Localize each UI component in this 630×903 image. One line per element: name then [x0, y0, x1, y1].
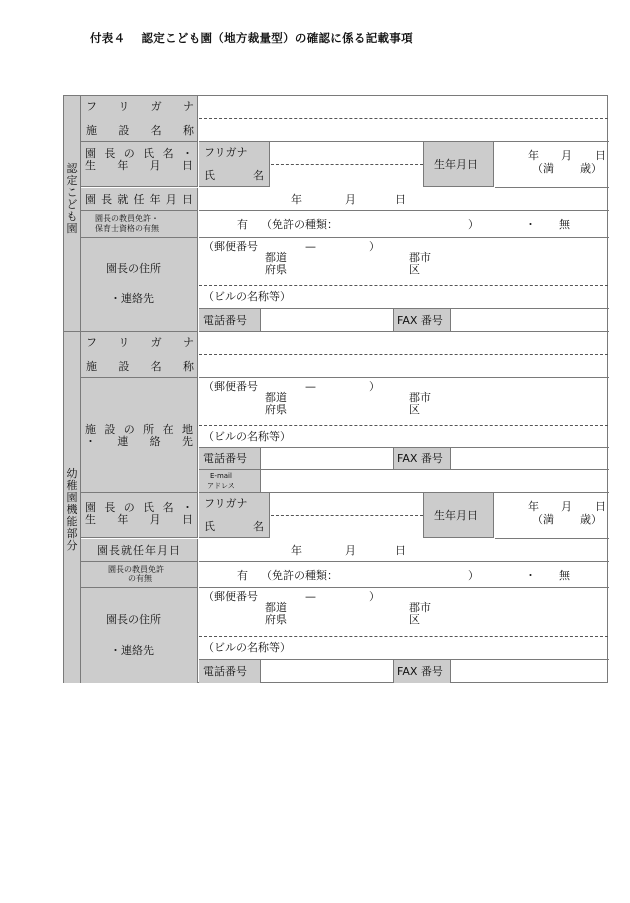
s1-facility-name-input[interactable]: [199, 119, 608, 141]
s2-phone-label: 電話番号: [203, 452, 247, 465]
s1-license-input[interactable]: 有 （免許の種類： ） ・ 無: [237, 218, 570, 231]
form-table: [63, 95, 608, 683]
s2-address-label-line1: 園長の住所: [106, 613, 161, 626]
s1-appointment-input[interactable]: 年 月 日: [291, 193, 406, 206]
s1-phone-label: 電話番号: [203, 314, 247, 327]
s1-building-input[interactable]: （ビルの名称等）: [203, 290, 291, 303]
s1-name-sub: 氏 名: [204, 169, 264, 182]
s2-birthdate-input[interactable]: 年 月 日 （満 歳）: [528, 500, 606, 526]
s2-director-fax-label: FAX 番号: [397, 665, 443, 678]
s2-director-phone-label: 電話番号: [203, 665, 247, 678]
s2-director-name-input[interactable]: [271, 516, 423, 538]
s2-furigana-input[interactable]: [199, 332, 608, 354]
s1-license-label-line2: 保育士資格の有無: [95, 224, 159, 233]
s2-director-fax-input[interactable]: [452, 660, 608, 683]
s2-facility-name-input[interactable]: [199, 355, 608, 377]
s2-email-label-line2: アドレス: [207, 482, 235, 490]
s1-address-label-line2: ・連絡先: [110, 292, 154, 305]
s1-furigana-input[interactable]: [199, 96, 608, 118]
s1-appointment-label: 園 長 就 任 年 月 日: [85, 193, 193, 206]
s2-director-phone-input[interactable]: [262, 660, 393, 683]
s2-email-label-line1: E-mail: [210, 472, 232, 480]
s2-birthdate-label: 生年月日: [434, 509, 478, 522]
s1-furigana-sub: フリガナ: [204, 146, 248, 159]
s2-appointment-input[interactable]: 年 月 日: [291, 544, 406, 557]
s1-phone-input[interactable]: [262, 309, 393, 331]
s1-address-label-line1: 園長の住所: [106, 262, 161, 275]
s2-email-input[interactable]: [262, 470, 608, 492]
s1-facility-name-label: 施 設 名 称: [86, 124, 194, 137]
page-title: 付表４ 認定こども園（地方裁量型）の確認に係る記載事項: [90, 31, 413, 45]
s1-license-label-line1: 園長の教員免許・: [95, 214, 159, 223]
s1-furigana-label: フ リ ガ ナ: [86, 100, 194, 113]
s1-postal-address-input[interactable]: （郵便番号 — ） 都道 府県 郡市 区: [203, 240, 431, 276]
s2-location-label-line2: ・ 連 絡 先: [85, 435, 193, 448]
s2-facility-name-label: 施 設 名 称: [86, 360, 194, 373]
s2-building-input[interactable]: （ビルの名称等）: [203, 430, 291, 443]
s2-fax-label: FAX 番号: [397, 452, 443, 465]
s2-director-label-line2: 生 年 月 日: [85, 513, 193, 526]
section2-side-label: 幼稚園機能部分: [66, 467, 78, 552]
s1-birthdate-label: 生年月日: [434, 158, 478, 171]
s2-license-label-line1: 園長の教員免許: [108, 565, 164, 574]
s2-fax-input[interactable]: [452, 448, 608, 469]
s2-license-input[interactable]: 有 （免許の種類： ） ・ 無: [237, 569, 570, 582]
s2-director-furigana-input[interactable]: [271, 493, 423, 515]
s1-director-furigana-input[interactable]: [271, 142, 423, 164]
s1-director-label-line2: 生 年 月 日: [85, 159, 193, 172]
s2-location-label-line1: 施 設 の 所 在 地: [85, 423, 193, 436]
s2-appointment-label: 園長就任年月日: [97, 544, 181, 557]
s2-name-sub: 氏 名: [204, 520, 264, 533]
s2-address-label-line2: ・連絡先: [110, 644, 154, 657]
s2-license-label-line2: の有無: [128, 574, 152, 583]
s2-director-label-line1: 園 長 の 氏 名 ・: [85, 501, 193, 514]
section1-side-label: 認定こども園: [66, 162, 78, 235]
s1-fax-input[interactable]: [452, 309, 608, 331]
s1-director-name-input[interactable]: [271, 165, 423, 187]
s2-postal-address-input[interactable]: （郵便番号 — ） 都道 府県 郡市 区: [203, 380, 431, 416]
s2-furigana-label: フ リ ガ ナ: [86, 336, 194, 349]
s2-address-label-cell: [81, 588, 198, 683]
s2-director-postal-address-input[interactable]: （郵便番号 — ） 都道 府県 郡市 区: [203, 590, 431, 626]
s1-address-label-cell: [81, 238, 198, 332]
s2-director-building-input[interactable]: （ビルの名称等）: [203, 641, 291, 654]
s1-director-label-line1: 園 長 の 氏 名 ・: [85, 147, 193, 160]
s1-birthdate-input[interactable]: 年 月 日 （満 歳）: [528, 149, 606, 175]
s2-furigana-sub: フリガナ: [204, 497, 248, 510]
s2-phone-input[interactable]: [262, 448, 393, 469]
s1-fax-label: FAX 番号: [397, 314, 443, 327]
